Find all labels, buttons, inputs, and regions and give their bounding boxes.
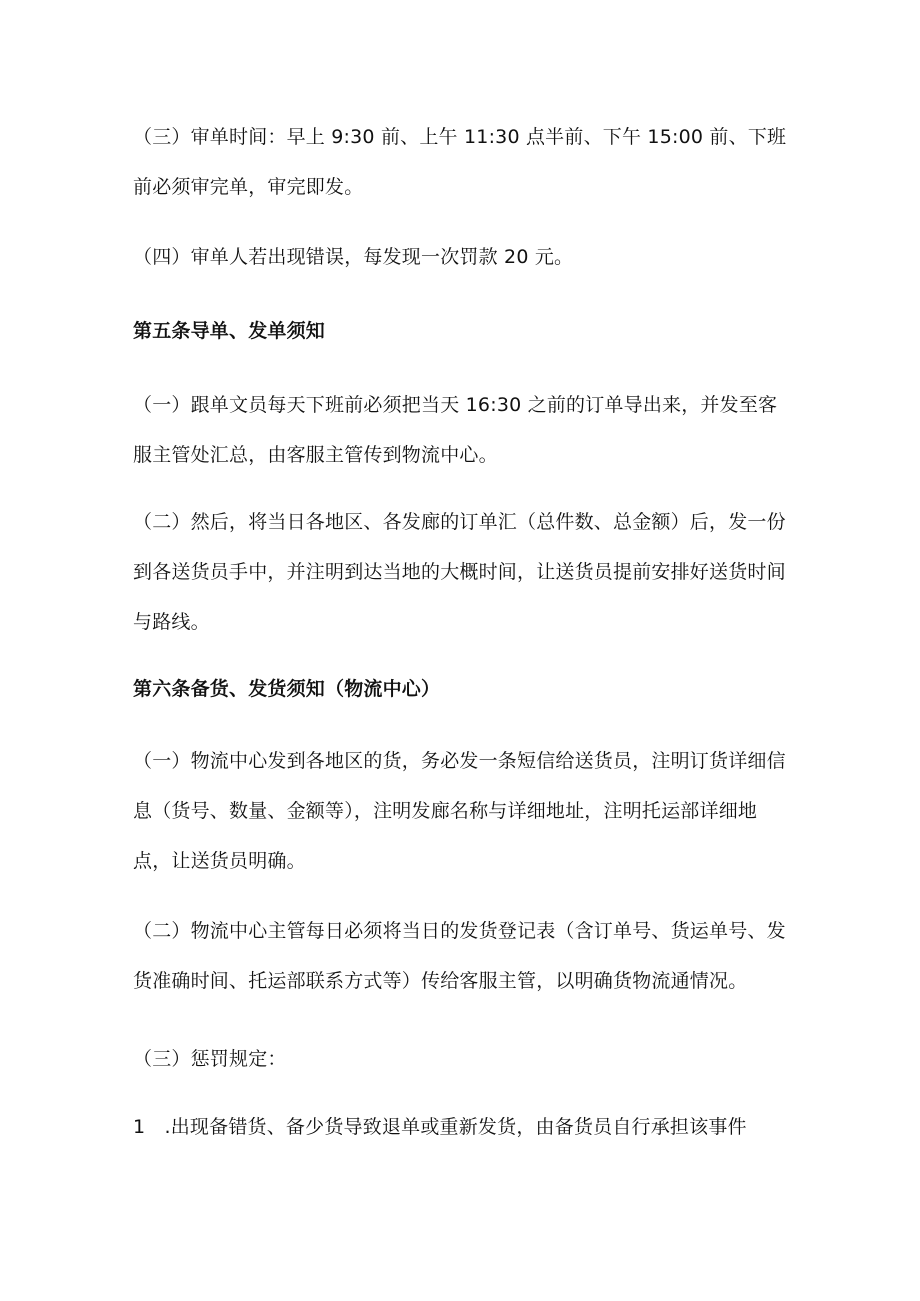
- heading-article-6: 第六条备货、发货须知（物流中心）: [133, 678, 441, 700]
- paragraph-export-orders: （一）跟单文员每天下班前必须把当天 16:30 之前的订单导出来，并发至客服主管处汇总，由客服主管传到物流中心。: [133, 394, 778, 466]
- paragraph-sms-notice: （一）物流中心发到各地区的货，务必发一条短信给送货员，注明订货详细信息（货号、数量、金额等），注明发廊名称与详细地址，注明托运部详细地点，让送货员明确。: [133, 750, 786, 872]
- paragraph-penalty-rules: （三）惩罚规定：: [133, 1048, 287, 1070]
- paragraph-review-time: （三）审单时间：早上 9:30 前、上午 11:30 点半前、下午 15:00 前、下班前必须审完单，审完即发。: [133, 126, 787, 198]
- paragraph-review-penalty: （四）审单人若出现错误，每发现一次罚款 20 元。: [133, 246, 574, 268]
- paragraph-shipping-register: （二）物流中心主管每日必须将当日的发货登记表（含订单号、货运单号、发货准确时间、托运部联系方式等）传给客服主管，以明确货物流通情况。: [133, 920, 786, 992]
- paragraph-rule-1: 1 .出现备错货、备少货导致退单或重新发货，由备货员自行承担该事件: [133, 1116, 747, 1138]
- paragraph-order-summary: （二）然后，将当日各地区、各发廊的订单汇（总件数、总金额）后，发一份到各送货员手中，并注明到达当地的大概时间，让送货员提前安排好送货时间与路线。: [133, 511, 786, 633]
- heading-article-5: 第五条导单、发单须知: [133, 320, 326, 342]
